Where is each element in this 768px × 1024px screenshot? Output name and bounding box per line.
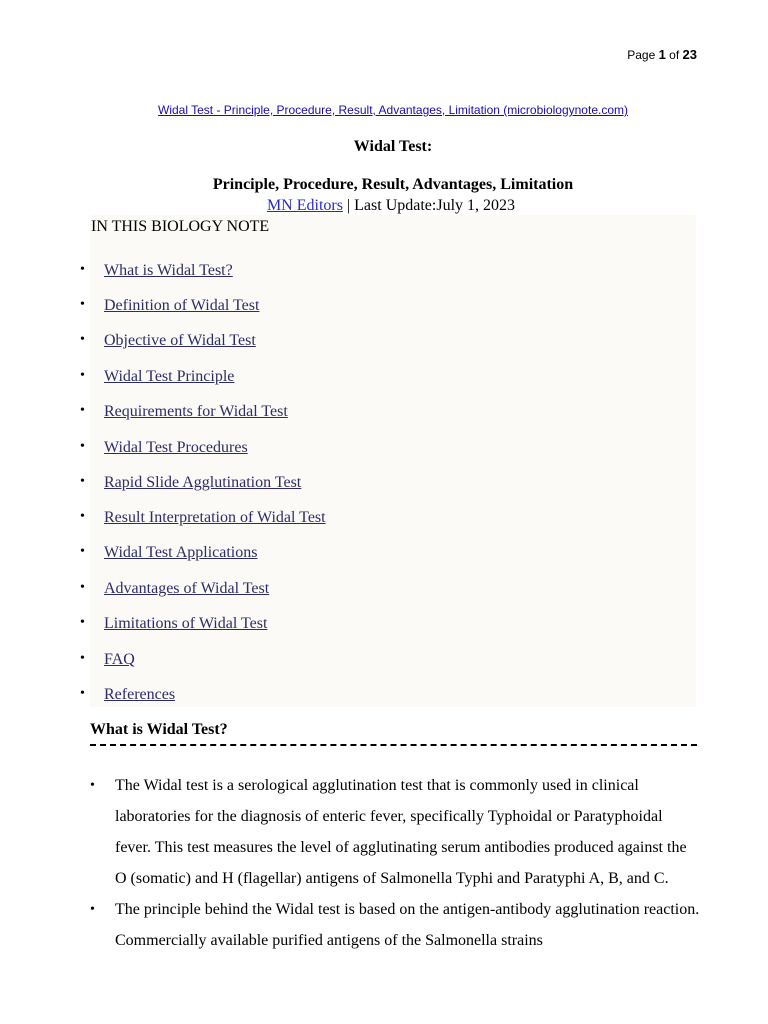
source-link[interactable]: Widal Test - Principle, Procedure, Result, Advantages, Limitation (microbiologynote.com): [158, 103, 628, 117]
toc-link-result-interpretation[interactable]: Result Interpretation of Widal Test: [104, 509, 326, 526]
bullet-icon: •: [90, 778, 95, 793]
page-subtitle: Principle, Procedure, Result, Advantages, Limitation: [212, 176, 574, 193]
bullet-icon: •: [80, 262, 85, 277]
section-divider: [90, 744, 697, 746]
page-number-prefix: Page: [627, 48, 656, 62]
bullet-icon: •: [80, 615, 85, 630]
bullet-icon: •: [80, 580, 85, 595]
bullet-icon: •: [90, 902, 95, 917]
toc-link-faq[interactable]: FAQ: [104, 651, 135, 668]
page-number-total: 23: [682, 47, 697, 62]
bullet-icon: •: [80, 474, 85, 489]
toc-link-procedures[interactable]: Widal Test Procedures: [104, 439, 248, 456]
table-of-contents: [80, 215, 696, 707]
toc-link-limitations[interactable]: Limitations of Widal Test: [104, 615, 268, 632]
source-link-line: [0, 103, 768, 117]
page-title: Widal Test:: [353, 138, 433, 155]
page-number-sep: of: [669, 48, 680, 62]
bullet-icon: •: [80, 509, 85, 524]
section-heading: What is Widal Test?: [90, 721, 228, 738]
body-bullet-text: The principle behind the Widal test is based on the antigen-antibody agglutination reaction. Commercially available purified antigens of the Salmonella strains: [115, 901, 700, 949]
page-number: [627, 47, 697, 62]
section-body: [90, 770, 700, 956]
toc-link-requirements[interactable]: Requirements for Widal Test: [104, 403, 288, 420]
toc-link-objective[interactable]: Objective of Widal Test: [104, 332, 256, 349]
toc-heading: IN THIS BIOLOGY NOTE: [91, 218, 270, 235]
body-bullet: [90, 894, 700, 956]
author-link[interactable]: MN Editors: [266, 197, 343, 214]
toc-link-applications[interactable]: Widal Test Applications: [104, 544, 258, 561]
page-number-current: 1: [658, 47, 666, 62]
toc-link-definition[interactable]: Definition of Widal Test: [104, 297, 260, 314]
bullet-icon: •: [80, 686, 85, 701]
last-update-text: | Last Update:July 1, 2023: [342, 197, 516, 214]
bullet-icon: •: [80, 403, 85, 418]
toc-link-references[interactable]: References: [104, 686, 176, 703]
toc-link-rapid-slide[interactable]: Rapid Slide Agglutination Test: [104, 474, 302, 491]
body-bullet: [90, 770, 700, 894]
bullet-icon: •: [80, 297, 85, 312]
toc-link-advantages[interactable]: Advantages of Widal Test: [104, 580, 270, 597]
body-bullet-text: The Widal test is a serological agglutination test that is commonly used in clinical laboratories for the diagnosis of enteric fever, specifically Typhoidal or Paratyphoidal fever. This test measures the level of agglutinating serum antibodies produced against the O (somatic) and H (flagellar) antigens of Salmonella Typhi and Paratyphi A, B, and C.: [115, 777, 687, 887]
bullet-icon: •: [80, 651, 85, 666]
toc-link-what-is-widal-test[interactable]: What is Widal Test?: [104, 262, 233, 279]
bullet-icon: •: [80, 544, 85, 559]
bullet-icon: •: [80, 332, 85, 347]
byline: [0, 197, 768, 215]
bullet-icon: •: [80, 439, 85, 454]
bullet-icon: •: [80, 368, 85, 383]
toc-link-principle[interactable]: Widal Test Principle: [104, 368, 235, 385]
